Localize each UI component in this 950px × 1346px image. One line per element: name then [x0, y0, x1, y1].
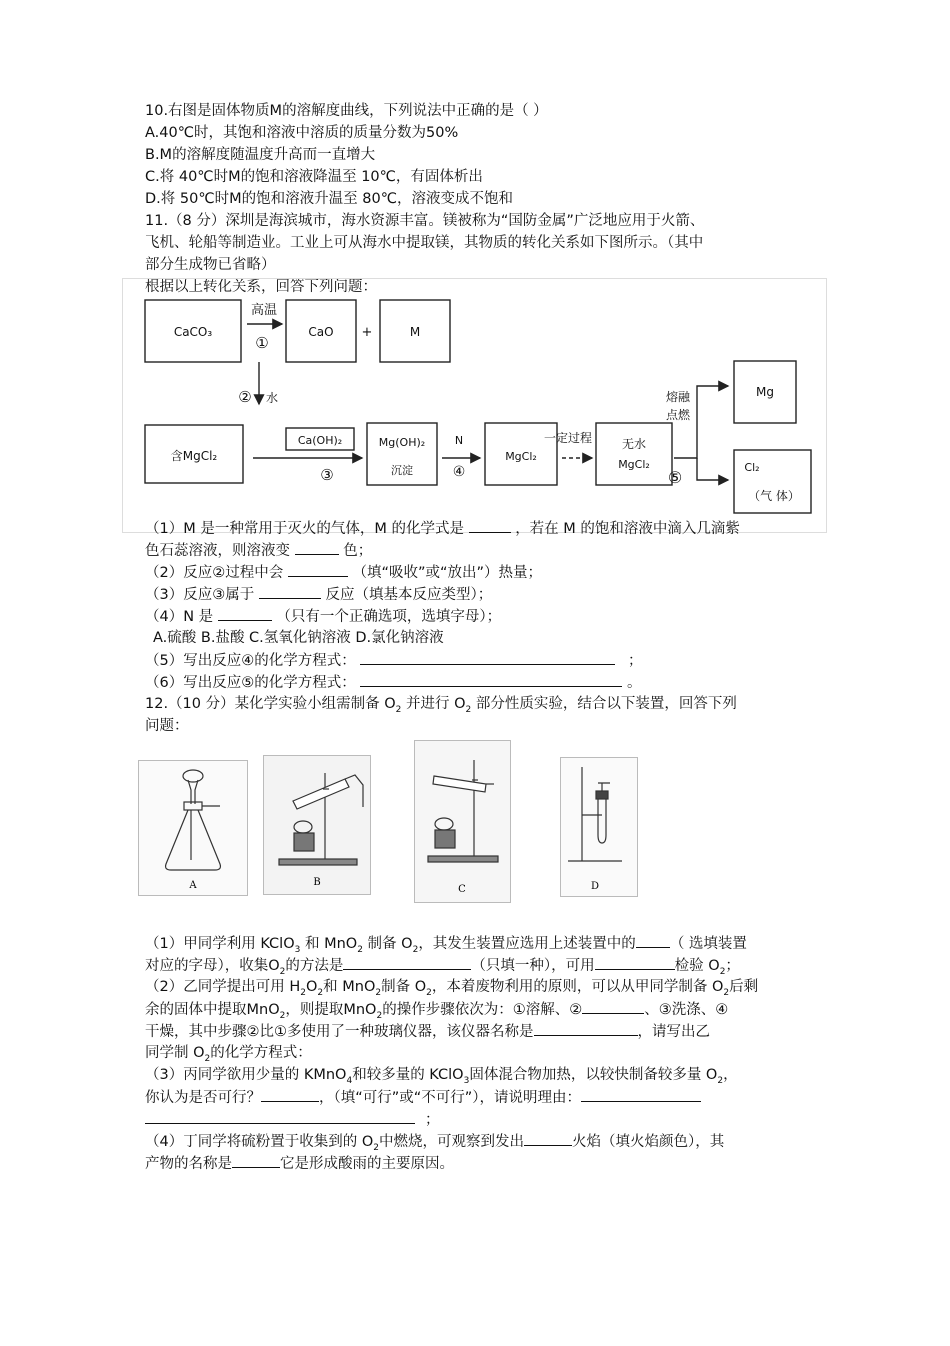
q11-part3	[145, 584, 492, 605]
step3-label: ③	[320, 466, 334, 484]
q12-part3-blank-feasible[interactable]	[261, 1087, 319, 1102]
caco3-label: CaCO₃	[173, 325, 213, 339]
q11-stem-line2: 飞机、轮船等制造业。工业上可从海水中提取镁，其物质的转化关系如下图所示。（其中	[145, 235, 704, 251]
q11-stem-line3: 部分生成物已省略）	[145, 257, 276, 273]
q11-part1-line2	[145, 540, 372, 561]
apparatus-d-gas-collector	[560, 757, 638, 897]
subscript: 2	[300, 988, 306, 998]
subscript: 2	[357, 945, 363, 955]
q12-part3-text-e: 你认为是否可行？	[145, 1090, 261, 1106]
water-label: 水	[265, 391, 279, 405]
apparatus-c-test-tube-heater	[414, 740, 511, 903]
q12-part2-text-i: 的操作步骤依次为：①溶解、②	[382, 1002, 583, 1018]
q11-stem-line1: 11.（8 分）深圳是海滨城市，海水资源丰富。镁被称为“国防金属”广泛地应用于火箭、	[145, 213, 705, 229]
q10-stem: 10.右图是固体物质M的溶解度曲线，下列说法中正确的是（ ）	[145, 103, 548, 119]
cl2-label: Cl₂	[744, 461, 760, 474]
q12-part2-text-g: 余的固体中提取MnO	[145, 1002, 280, 1018]
high-temp-label: 高温	[250, 303, 278, 318]
q12-part2-text-f: 后剩	[729, 979, 759, 995]
q12-stem-text-b: 并进行 O	[406, 696, 466, 712]
q12-part1-blank-method[interactable]	[343, 955, 471, 970]
q11-part5-blank[interactable]	[360, 650, 615, 665]
subscript: 2	[426, 988, 432, 998]
cao-label: CaO	[308, 325, 334, 339]
q12-part3-blank-reason-2[interactable]	[145, 1109, 415, 1124]
q12-part3-text-a: （3）丙同学欲用少量的 KMnO	[145, 1067, 347, 1083]
q12-part2-text-e: ，本着废物利用的原则，可以从甲同学制备 O	[431, 979, 724, 995]
mgcl2-label: MgCl₂	[505, 450, 537, 463]
q11-part2-blank[interactable]	[288, 562, 348, 577]
q11-part6-blank[interactable]	[360, 672, 622, 687]
q12-part1-text-e: （ 选填装置	[669, 936, 747, 952]
q12-part4-line2	[145, 1153, 454, 1174]
q12-part4-text-c: 火焰（填火焰颜色），其	[571, 1134, 725, 1150]
subscript: 2	[719, 967, 726, 977]
q12-part1-text-h: （只填一种），可用	[471, 958, 595, 974]
anhydrous-label: 无水	[621, 437, 647, 451]
q10-option-b: B.M的溶解度随温度升高而一直增大	[145, 147, 376, 163]
step5-label: ⑤	[667, 468, 683, 487]
q11-part1-text-c: 色石蕊溶液，则溶液变	[145, 543, 290, 559]
precipitate-label: 沉淀	[391, 464, 413, 477]
q12-part3-text-c: 固体混合物加热，以较快制备较多量 O	[469, 1067, 718, 1083]
q12-part2-text-n: 的化学方程式：	[210, 1045, 312, 1061]
subscript: 2	[717, 1076, 724, 1086]
q12-part1-blank-test[interactable]	[595, 955, 675, 970]
subscript: 2	[465, 705, 472, 715]
q11-part1-text-a: （1）M 是一种常用于灭火的气体，M 的化学式是	[145, 521, 464, 537]
q12-stem-line1	[145, 694, 737, 720]
q11-part3-text-a: （3）反应③属于	[145, 587, 255, 603]
q12-stem-text-c: 部分性质实验，结合以下装置，回答下列	[475, 696, 737, 712]
arrow-to-cl2	[697, 458, 728, 480]
q11-part1-text-d: 色；	[343, 543, 373, 559]
apparatus-a-label: A	[189, 880, 197, 891]
q12-part4-blank-product[interactable]	[232, 1153, 280, 1168]
q12-part1-text-b: 和 MnO	[304, 936, 358, 952]
subscript: 4	[346, 1076, 353, 1086]
q11-part4-options: A.硫酸 B.盐酸 C.氢氧化钠溶液 D.氯化钠溶液	[153, 630, 444, 646]
apparatus-a-conical-flask	[138, 760, 248, 896]
q12-part3-line2	[145, 1087, 701, 1108]
caoh2-label: Ca(OH)₂	[297, 434, 343, 447]
q10-option-c: C.将 40℃时M的饱和溶液降温至 10℃，有固体析出	[145, 169, 483, 185]
q12-part2-blank-instrument[interactable]	[534, 1021, 638, 1036]
magnesium-extraction-flow-diagram	[122, 278, 827, 533]
q11-part5	[145, 650, 642, 671]
step4-label: ④	[452, 464, 466, 480]
q12-part1-text-j: ；	[725, 958, 740, 974]
q12-part2-text-m: 同学制 O	[145, 1045, 205, 1061]
mg-label: Mg	[756, 385, 774, 399]
q12-part4-blank-color[interactable]	[524, 1131, 572, 1146]
q12-part4-text-a: （4）丁同学将硫粉置于收集到的 O	[145, 1134, 374, 1150]
q11-part2	[145, 562, 542, 583]
subscript: 2	[204, 1054, 211, 1064]
q12-part3-text-f: ，（填“可行”或“不可行”），请说明理由：	[319, 1090, 582, 1106]
q12-part3-line3	[145, 1109, 440, 1130]
subscript: 3	[463, 1076, 470, 1086]
q12-stem-text-a: 12.（10 分）某化学实验小组需制备 O	[145, 696, 396, 712]
ignite-label: 点燃	[665, 408, 691, 422]
q10-option-a: A.40℃时，其饱和溶液中溶质的质量分数为50%	[145, 125, 459, 141]
mgcl2-source-label: 含MgCl₂	[170, 449, 218, 463]
q12-part2-text-j: 、③洗涤、④	[644, 1002, 729, 1018]
q12-part2-text-d: 制备 O	[381, 979, 427, 995]
q12-part2-blank-step[interactable]	[582, 999, 644, 1014]
q12-part3-blank-reason-1[interactable]	[581, 1087, 701, 1102]
q12-stem-line2: 问题：	[145, 718, 189, 734]
q12-part2-text-a: （2）乙同学提出可用 H	[145, 979, 301, 995]
q11-part5-text-b: ；	[627, 653, 643, 669]
q12-part2-text-c: 和 MnO	[323, 979, 376, 995]
subscript: 2	[395, 705, 402, 715]
apparatus-b-label: B	[313, 877, 321, 888]
q12-part2-text-k: 干燥，其中步骤②比①多使用了一种玻璃仪器，该仪器名称是	[145, 1024, 534, 1040]
q11-part6-text-b: 。	[626, 675, 642, 691]
mgoh2-label: Mg(OH)₂	[378, 436, 426, 449]
q12-part4-text-e: 它是形成酸雨的主要原因。	[280, 1156, 454, 1172]
q12-part1-text-d: ，其发生装置应选用上述装置中的	[418, 936, 636, 952]
subscript: 2	[279, 967, 286, 977]
q11-part4-text-b: （只有一个正确选项，选填字母）；	[276, 609, 502, 625]
q11-part2-text-a: （2）反应②过程中会	[145, 565, 284, 581]
q12-part2-line3	[145, 1021, 710, 1042]
q12-part1-text-f: 对应的字母），收集O	[145, 958, 280, 974]
q11-part3-text-b: 反应（填基本反应类型）；	[325, 587, 493, 603]
q12-part3-text-b: 和较多量的 KClO	[352, 1067, 464, 1083]
q10-option-d: D.将 50℃时M的饱和溶液升温至 80℃，溶液变成不饱和	[145, 191, 513, 207]
q11-part1-blank-formula[interactable]	[469, 518, 511, 533]
q11-part6	[145, 672, 641, 693]
q11-part3-blank[interactable]	[259, 584, 321, 599]
plus-sign: +	[361, 325, 373, 340]
q12-part2-text-b: O	[305, 979, 318, 995]
q12-part3-text-d: ，	[723, 1067, 738, 1083]
m-label: M	[409, 325, 421, 339]
diagram-frame	[123, 279, 827, 533]
q12-part4-text-b: 中燃烧，可观察到发出	[378, 1134, 524, 1150]
q12-part2-text-h: ，则提取MnO	[285, 1002, 377, 1018]
subscript: 2	[376, 1011, 383, 1021]
q11-part1-blank-color[interactable]	[295, 540, 339, 555]
q11-part5-text-a: （5）写出反应④的化学方程式：	[145, 653, 356, 669]
q11-part1-text-b: ，若在 M 的饱和溶液中滴入几滴紫	[515, 521, 740, 537]
q12-part3-text-g: ；	[425, 1112, 440, 1128]
q12-part1-text-i: 检验 O	[674, 958, 720, 974]
subscript: 2	[373, 1143, 379, 1153]
apparatus-d-label: D	[590, 881, 600, 892]
anhydrous-formula-label: MgCl₂	[618, 458, 650, 471]
q11-part6-text-a: （6）写出反应⑤的化学方程式：	[145, 675, 356, 691]
apparatus-b-test-tube-heater	[263, 755, 371, 895]
melt-label: 熔融	[665, 390, 691, 404]
q12-part1-text-a: （1）甲同学利用 KClO	[145, 936, 295, 952]
subscript: 2	[412, 945, 419, 955]
subscript: 3	[294, 945, 301, 955]
step1-label: ①	[255, 334, 269, 352]
cl2-box	[734, 450, 811, 513]
step2-label: ②	[238, 388, 252, 406]
subscript: 2	[317, 988, 324, 998]
n-label: N	[454, 434, 464, 447]
subscript: 2	[723, 988, 730, 998]
q11-stem-line4: 根据以上转化关系，回答下列问题：	[145, 279, 377, 295]
q11-part1-line1	[145, 518, 740, 539]
subscript: 2	[375, 988, 382, 998]
apparatus-c-label: C	[458, 884, 466, 895]
process-label: 一定过程	[543, 431, 593, 445]
anhydrous-mgcl2-box	[596, 423, 672, 485]
subscript: 2	[279, 1011, 286, 1021]
q11-part4-text-a: （4）N 是	[145, 609, 214, 625]
q12-part1-blank-apparatus[interactable]	[636, 933, 670, 948]
q12-part2-text-l: ，请写出乙	[637, 1024, 710, 1040]
q11-part4-blank[interactable]	[218, 606, 272, 621]
q12-part1-text-g: 的方法是	[285, 958, 344, 974]
gas-label: （气 体）	[748, 489, 800, 503]
q12-part4-text-d: 产物的名称是	[145, 1156, 232, 1172]
q11-part2-text-b: （填“吸收”或“放出”）热量；	[352, 565, 542, 581]
q11-part4	[145, 606, 501, 627]
q12-part1-text-c: 制备 O	[367, 936, 413, 952]
